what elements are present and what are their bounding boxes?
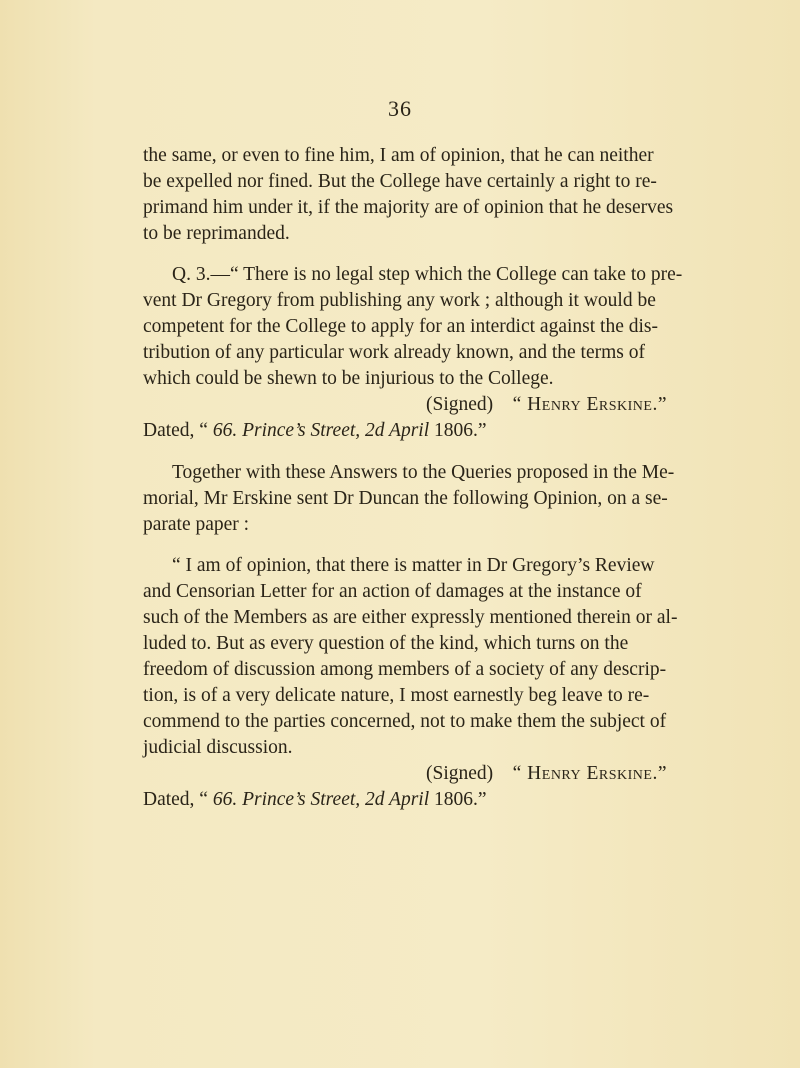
signature-name: “ Henry Erskine.” <box>512 763 667 784</box>
dated-place: 66. Prince’s Street, <box>212 420 361 441</box>
dated-year: 1806.” <box>434 789 487 810</box>
dated-date: 2d April <box>365 420 430 441</box>
text-line: Q. 3.—“ There is no legal step which the College can take to pre- <box>172 264 683 285</box>
dated-line <box>143 787 800 813</box>
dated-prefix: Dated, “ <box>143 789 208 810</box>
text-line: judicial discussion. <box>143 737 293 758</box>
text-line: such of the Members as are either expressly mentioned therein or al- <box>143 607 678 628</box>
text-line: commend to the parties concerned, not to make them the subject of <box>143 711 667 732</box>
signature-line <box>426 761 800 787</box>
text-line: tion, is of a very delicate nature, I most earnestly beg leave to re- <box>143 685 650 706</box>
dated-prefix: Dated, “ <box>143 420 208 441</box>
signed-label: (Signed) <box>426 763 494 784</box>
page-number: 36 <box>388 96 412 121</box>
text-line: parate paper : <box>143 514 250 535</box>
signature-line <box>426 392 800 418</box>
dated-line <box>143 418 800 444</box>
text-line: be expelled nor fined. But the College have certainly a right to re- <box>143 171 657 192</box>
text-line: morial, Mr Erskine sent Dr Duncan the following Opinion, on a se- <box>143 488 668 509</box>
text-line: to be reprimanded. <box>143 223 290 244</box>
text-line: the same, or even to fine him, I am of opinion, that he can neither <box>143 145 654 166</box>
text-line: which could be shewn to be injurious to the College. <box>143 368 554 389</box>
dated-date: 2d April <box>365 789 430 810</box>
signed-label: (Signed) <box>426 394 494 415</box>
text-line: competent for the College to apply for an interdict against the dis- <box>143 316 658 337</box>
text-line: luded to. But as every question of the kind, which turns on the <box>143 633 629 654</box>
dated-place: 66. Prince’s Street, <box>212 789 361 810</box>
dated-year: 1806.” <box>434 420 487 441</box>
signature-name: “ Henry Erskine.” <box>512 394 667 415</box>
text-line: Together with these Answers to the Queries proposed in the Me- <box>172 462 675 483</box>
text-line: and Censorian Letter for an action of damages at the instance of <box>143 581 642 602</box>
text-line: primand him under it, if the majority are of opinion that he deserves <box>143 197 674 218</box>
text-line: freedom of discussion among members of a society of any descrip- <box>143 659 667 680</box>
text-line: “ I am of opinion, that there is matter in Dr Gregory’s Review <box>172 555 655 576</box>
text-line: vent Dr Gregory from publishing any work ; although it would be <box>143 290 656 311</box>
text-line: tribution of any particular work already known, and the terms of <box>143 342 645 363</box>
